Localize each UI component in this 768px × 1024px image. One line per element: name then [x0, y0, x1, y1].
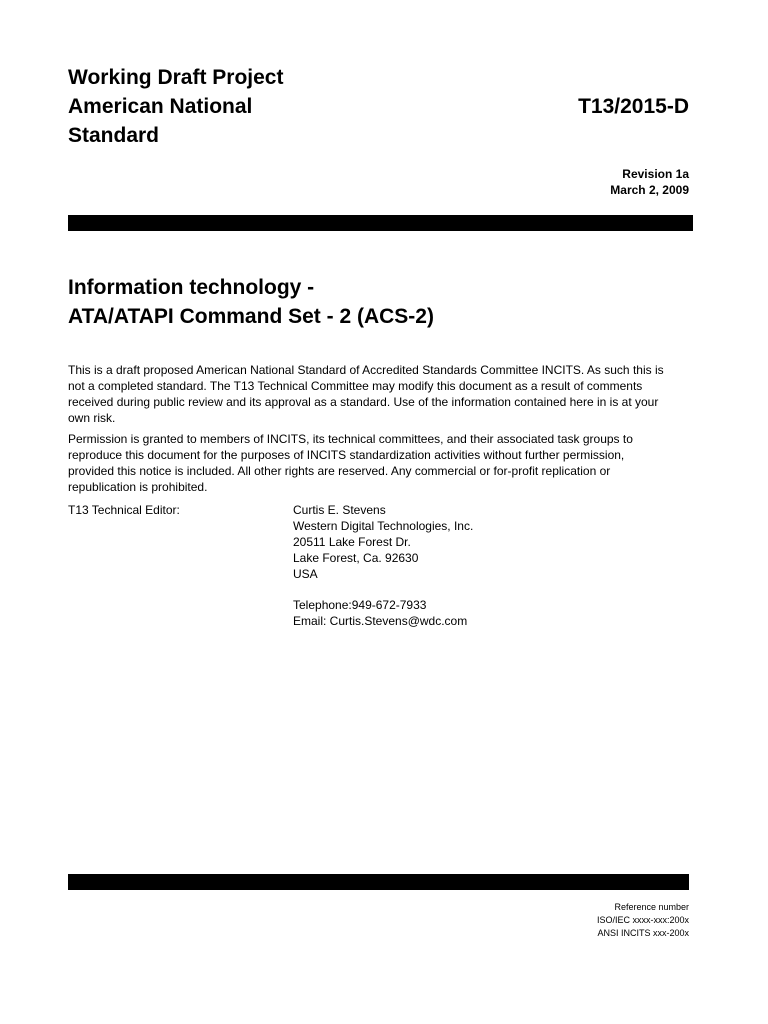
editor-company: Western Digital Technologies, Inc.: [293, 519, 474, 533]
bottom-divider-bar: [68, 874, 689, 890]
revision-date: March 2, 2009: [610, 183, 689, 197]
project-heading-line: Working Draft Project: [68, 66, 284, 89]
reference-label: Reference number: [614, 902, 689, 912]
paragraph-line: own risk.: [68, 411, 116, 425]
editor-city: Lake Forest, Ca. 92630: [293, 551, 419, 565]
editor-contact-block: [293, 502, 473, 629]
reference-number-block: [597, 901, 689, 940]
editor-street: 20511 Lake Forest Dr.: [293, 535, 411, 549]
editor-telephone: Telephone:949-672-7933: [293, 598, 427, 612]
document-number: T13/2015-D: [578, 95, 689, 118]
revision-block: [610, 166, 689, 198]
paragraph-line: republication is prohibited.: [68, 480, 208, 494]
paragraph-line: received during public review and its approval as a standard. Use of the information contained here in is at your: [68, 395, 659, 409]
reference-ansi: ANSI INCITS xxx-200x: [597, 928, 689, 938]
reference-iso: ISO/IEC xxxx-xxx:200x: [596, 915, 689, 925]
paragraph-line: This is a draft proposed American National Standard of Accredited Standards Committee INCITS. As such this is: [68, 363, 664, 377]
spacer: [293, 582, 473, 597]
editor-email: Email: Curtis.Stevens@wdc.com: [293, 614, 468, 628]
permission-paragraph: [68, 431, 693, 495]
project-heading: [68, 63, 388, 150]
editor-country: USA: [293, 567, 318, 581]
project-heading-line: American National: [68, 95, 253, 118]
editor-label: T13 Technical Editor:: [68, 503, 180, 517]
top-divider-bar: [68, 215, 693, 231]
title-line-2: ATA/ATAPI Command Set - 2 (ACS-2): [68, 305, 434, 328]
title-line-1: Information technology -: [68, 276, 315, 299]
revision-label: Revision 1a: [622, 167, 689, 181]
editor-name: Curtis E. Stevens: [293, 503, 386, 517]
paragraph-line: reproduce this document for the purposes of INCITS standardization activities without further permission,: [68, 448, 625, 462]
paragraph-line: Permission is granted to members of INCITS, its technical committees, and their associated task groups to: [68, 432, 633, 446]
project-heading-line: Standard: [68, 124, 160, 147]
draft-notice-paragraph: [68, 362, 693, 426]
paragraph-line: provided this notice is included. All other rights are reserved. Any commercial or for-profit replication or: [68, 464, 611, 478]
document-title: [68, 273, 434, 331]
paragraph-line: not a completed standard. The T13 Technical Committee may modify this document as a result of comments: [68, 379, 643, 393]
